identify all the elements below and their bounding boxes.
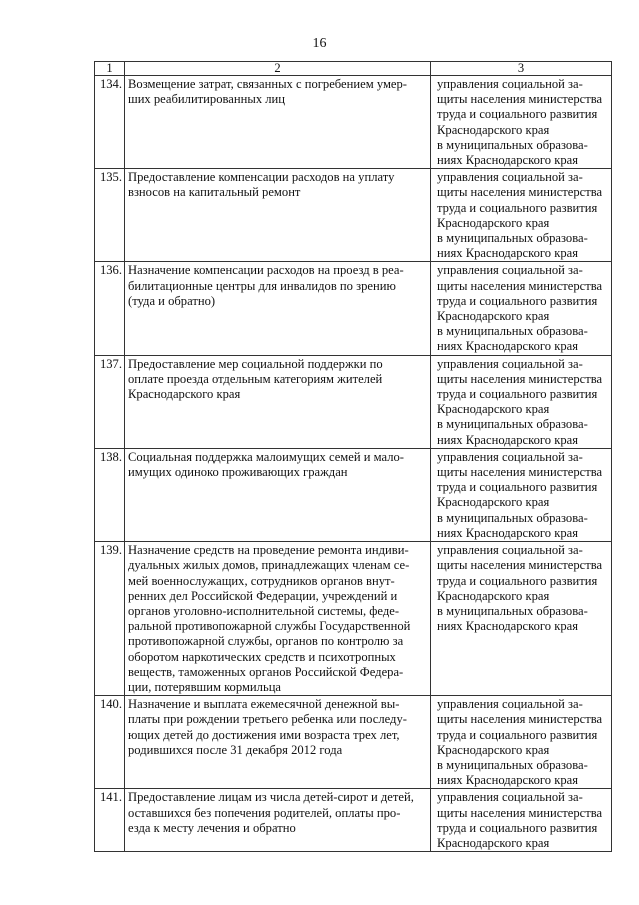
table-row: [95, 448, 612, 541]
responsible-authority: [431, 542, 612, 696]
row-number: 134.: [95, 76, 125, 169]
authority-line: Краснодарского края: [437, 495, 550, 510]
authority-line: управления социальной за-: [437, 449, 583, 464]
authority-line: Краснодарского края: [437, 309, 550, 324]
service-description: [125, 542, 431, 696]
description-line: Предоставление компенсации расходов на уплату: [128, 170, 395, 185]
authority-line: труда и социального развития: [437, 107, 598, 122]
authority-line: управления социальной за-: [437, 170, 583, 185]
services-table: [94, 61, 612, 852]
description-line: дуальных жилых домов, принадлежащих членам се-: [128, 558, 410, 573]
service-description: [125, 448, 431, 541]
description-line: оборотом наркотических средств и психотропных: [128, 649, 396, 664]
responsible-authority: [431, 262, 612, 355]
authority-line: щиты населения министерства: [437, 185, 603, 200]
authority-line: управления социальной за-: [437, 77, 583, 91]
authority-line: Краснодарского края: [437, 215, 550, 230]
authority-line: в муниципальных образова-: [437, 137, 588, 152]
authority-line: в муниципальных образова-: [437, 757, 588, 772]
authority-line: труда и социального развития: [437, 820, 598, 835]
description-line: родившихся после 31 декабря 2012 года: [128, 742, 343, 757]
page-number: 16: [312, 36, 327, 51]
authority-line: ниях Краснодарского края: [437, 153, 579, 168]
service-description: [125, 262, 431, 355]
description-line: (туда и обратно): [128, 293, 216, 308]
description-line: Назначение и выплата ежемесячной денежной вы-: [128, 697, 400, 712]
authority-line: ниях Краснодарского края: [437, 432, 579, 447]
authority-line: ниях Краснодарского края: [437, 773, 579, 788]
description-line: ции, потерявшим кормильца: [128, 679, 282, 694]
row-number: 141.: [95, 789, 125, 852]
description-line: веществ, таможенных органов Российской Федера-: [128, 664, 404, 679]
description-line: органов уголовно-исполнительной системы, феде-: [128, 603, 400, 618]
responsible-authority: [431, 789, 612, 852]
authority-line: щиты населения министерства: [437, 805, 603, 820]
authority-line: Краснодарского края: [437, 122, 550, 137]
row-number: 135.: [95, 169, 125, 262]
authority-line: Краснодарского края: [437, 588, 550, 603]
column-header-3: 3: [431, 62, 612, 76]
authority-line: ниях Краснодарского края: [437, 619, 579, 634]
authority-line: ниях Краснодарского края: [437, 525, 579, 540]
table-row: [95, 355, 612, 448]
description-line: ющих детей до достижения ими возраста трех лет,: [128, 727, 400, 742]
authority-line: ниях Краснодарского края: [437, 339, 579, 354]
authority-line: Краснодарского края: [437, 742, 550, 757]
description-line: Назначение средств на проведение ремонта индиви-: [128, 543, 409, 558]
header-row: [95, 62, 612, 76]
authority-line: управления социальной за-: [437, 263, 583, 278]
description-line: мей военнослужащих, сотрудников органов внут-: [128, 573, 395, 588]
description-line: ших реабилитированных лиц: [128, 92, 286, 107]
service-description: [125, 355, 431, 448]
authority-line: труда и социального развития: [437, 293, 598, 308]
authority-line: щиты населения министерства: [437, 712, 603, 727]
authority-line: труда и социального развития: [437, 387, 598, 402]
description-line: платы при рождении третьего ребенка или последу-: [128, 712, 407, 727]
row-number: 138.: [95, 448, 125, 541]
row-number: 139.: [95, 542, 125, 696]
authority-line: Краснодарского края: [437, 835, 550, 850]
column-header-1: 1: [95, 62, 125, 76]
authority-line: труда и социального развития: [437, 480, 598, 495]
row-number: 140.: [95, 696, 125, 789]
description-line: оплате проезда отдельным категориям жителей: [128, 371, 383, 386]
description-line: имущих одиноко проживающих граждан: [128, 465, 348, 480]
service-description: [125, 696, 431, 789]
service-description: [125, 789, 431, 852]
description-line: Возмещение затрат, связанных с погребением умер-: [128, 77, 408, 91]
description-line: езда к месту лечения и обратно: [128, 820, 296, 835]
responsible-authority: [431, 76, 612, 169]
description-line: Предоставление лицам из числа детей-сирот и детей,: [128, 790, 414, 805]
authority-line: управления социальной за-: [437, 697, 583, 712]
description-line: Назначение компенсации расходов на проезд в реа-: [128, 263, 404, 278]
authority-line: щиты населения министерства: [437, 558, 603, 573]
table-row: [95, 262, 612, 355]
table-row: [95, 169, 612, 262]
authority-line: управления социальной за-: [437, 356, 583, 371]
authority-line: щиты населения министерства: [437, 278, 603, 293]
authority-line: в муниципальных образова-: [437, 324, 588, 339]
service-description: [125, 169, 431, 262]
authority-line: щиты населения министерства: [437, 371, 603, 386]
responsible-authority: [431, 169, 612, 262]
description-line: ральной противопожарной службы Государственной: [128, 619, 411, 634]
description-line: билитационные центры для инвалидов по зрению: [128, 278, 396, 293]
authority-line: управления социальной за-: [437, 790, 583, 805]
table-row: [95, 542, 612, 696]
authority-line: управления социальной за-: [437, 543, 583, 558]
authority-line: щиты населения министерства: [437, 465, 603, 480]
responsible-authority: [431, 448, 612, 541]
authority-line: в муниципальных образова-: [437, 417, 588, 432]
row-number: 136.: [95, 262, 125, 355]
responsible-authority: [431, 355, 612, 448]
column-header-2: 2: [125, 62, 431, 76]
authority-line: в муниципальных образова-: [437, 231, 588, 246]
description-line: Социальная поддержка малоимущих семей и мало-: [128, 449, 404, 464]
table-row: [95, 76, 612, 169]
service-description: [125, 76, 431, 169]
description-line: оставшихся без попечения родителей, оплаты про-: [128, 805, 401, 820]
authority-line: труда и социального развития: [437, 573, 598, 588]
row-number: 137.: [95, 355, 125, 448]
table-row: [95, 789, 612, 852]
authority-line: ниях Краснодарского края: [437, 246, 579, 261]
description-line: ренних дел Российской Федерации, учреждений и: [128, 588, 398, 603]
responsible-authority: [431, 696, 612, 789]
authority-line: щиты населения министерства: [437, 92, 603, 107]
authority-line: в муниципальных образова-: [437, 510, 588, 525]
authority-line: труда и социального развития: [437, 727, 598, 742]
table-row: [95, 696, 612, 789]
description-line: Краснодарского края: [128, 387, 241, 402]
description-line: Предоставление мер социальной поддержки по: [128, 356, 383, 371]
description-line: взносов на капитальный ремонт: [128, 185, 301, 200]
description-line: противопожарной службы, органов по контролю за: [128, 634, 404, 649]
authority-line: в муниципальных образова-: [437, 603, 588, 618]
authority-line: Краснодарского края: [437, 402, 550, 417]
authority-line: труда и социального развития: [437, 200, 598, 215]
